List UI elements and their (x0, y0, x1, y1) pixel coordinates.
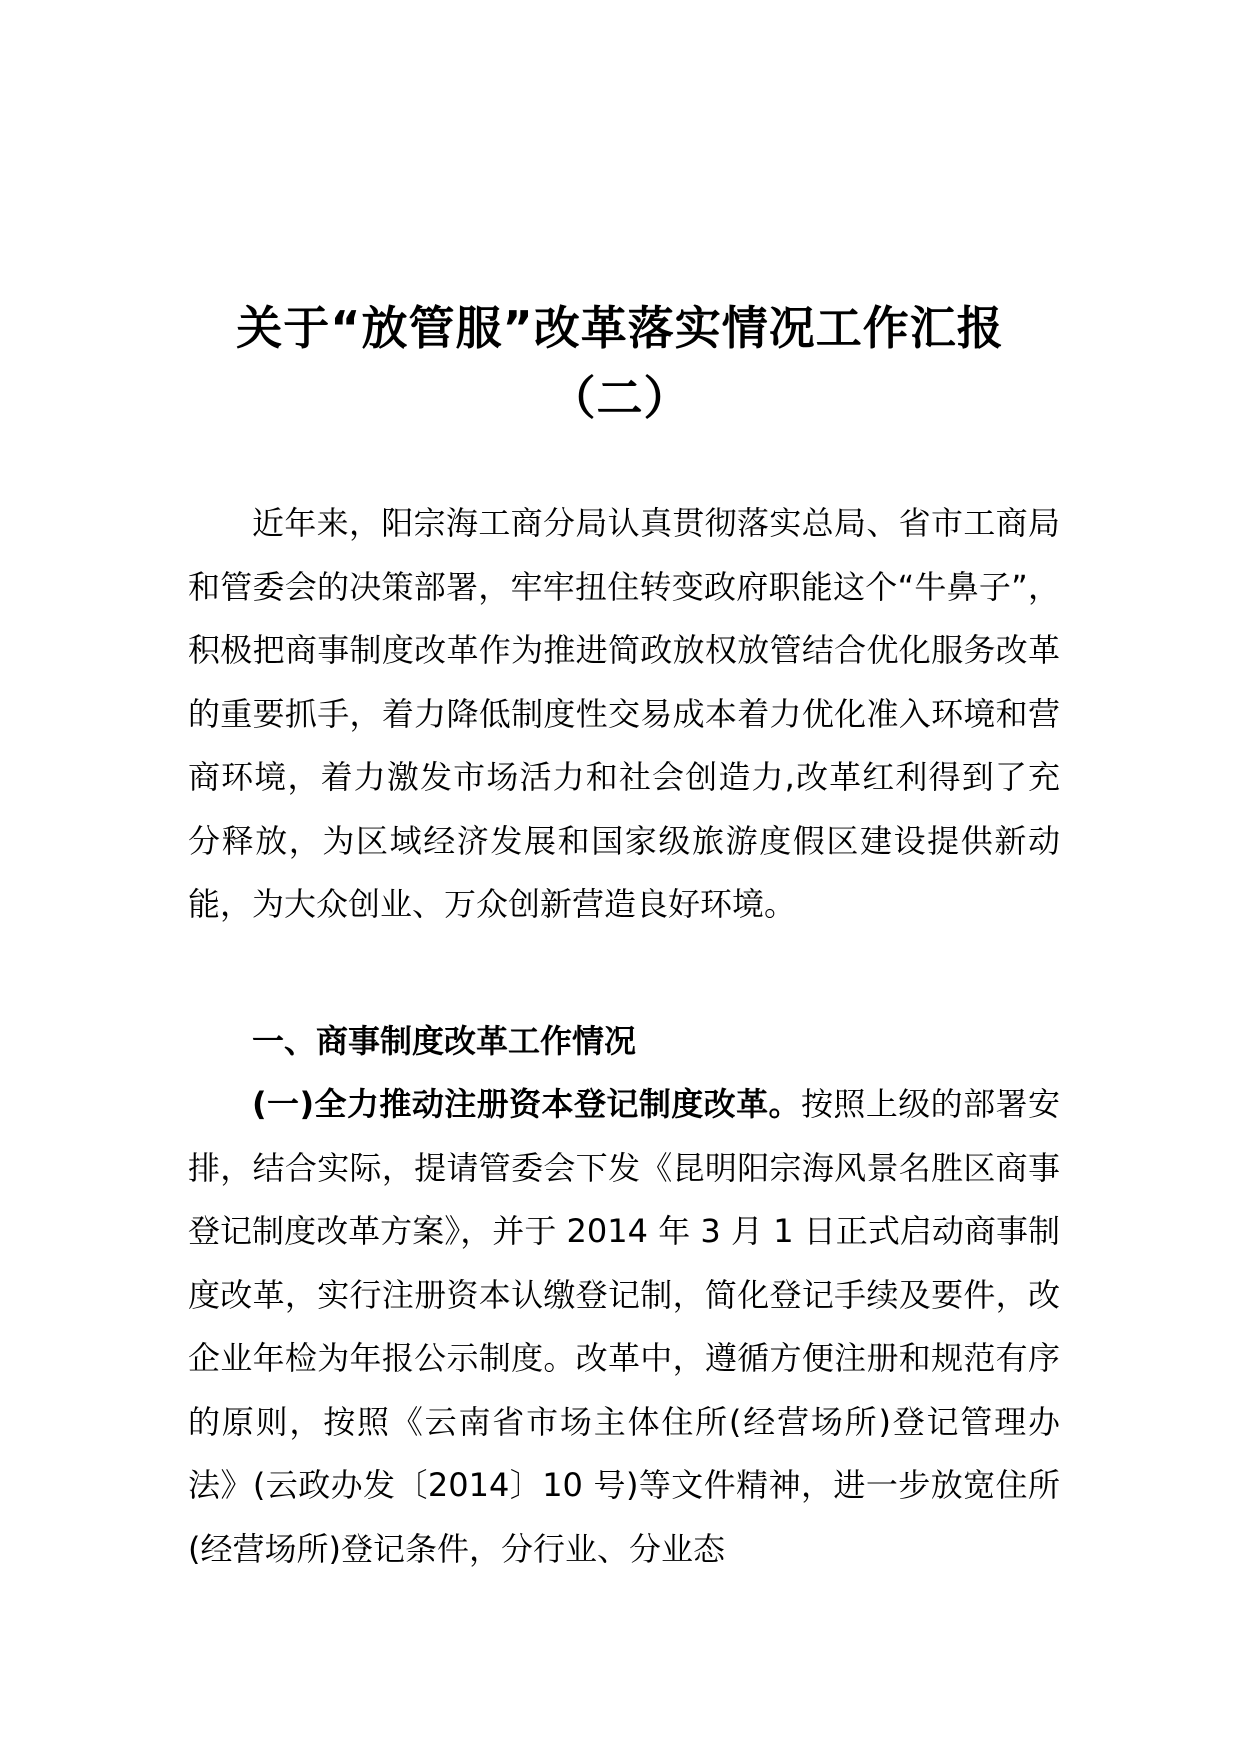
document-title-line2: （二） (549, 371, 691, 425)
document-title-line1: 关于“放管服”改革落实情况工作汇报 (236, 301, 1004, 355)
paragraph-body-text: 按照上级的部署安排，结合实际，提请管委会下发《昆明阳宗海风景名胜区商事登记制度改革方案》，并于 2014 年 3 月 1 日正式启动商事制度改革，实行注册资本认缴登记制，简化登记手续及要件，改企业年检为年报公示制度。改革中，遵循方便注册和规范有序的原则，按照《云南省市场主体住所(经营场所)登记管理办法》(云政办发〔2014〕10 号)等文件精神，进一步放宽住所(经营场所)登记条件，分行业、分业态 (188, 1085, 1060, 1568)
section-paragraph-1 (188, 1073, 1060, 1581)
paragraph-lead-heading: (一)全力推动注册资本登记制度改革。 (252, 1085, 801, 1123)
intro-paragraph: 近年来，阳宗海工商分局认真贯彻落实总局、省市工商局和管委会的决策部署，牢牢扭住转变政府职能这个“牛鼻子”，积极把商事制度改革作为推进简政放权放管结合优化服务改革的重要抓手，着力降低制度性交易成本着力优化准入环境和营商环境，着力激发市场活力和社会创造力,改革红利得到了充分释放，为区域经济发展和国家级旅游度假区建设提供新动能，为大众创业、万众创新营造良好环境。 (188, 504, 1060, 923)
section-heading-1: 一、商事制度改革工作情况 (252, 1022, 637, 1060)
